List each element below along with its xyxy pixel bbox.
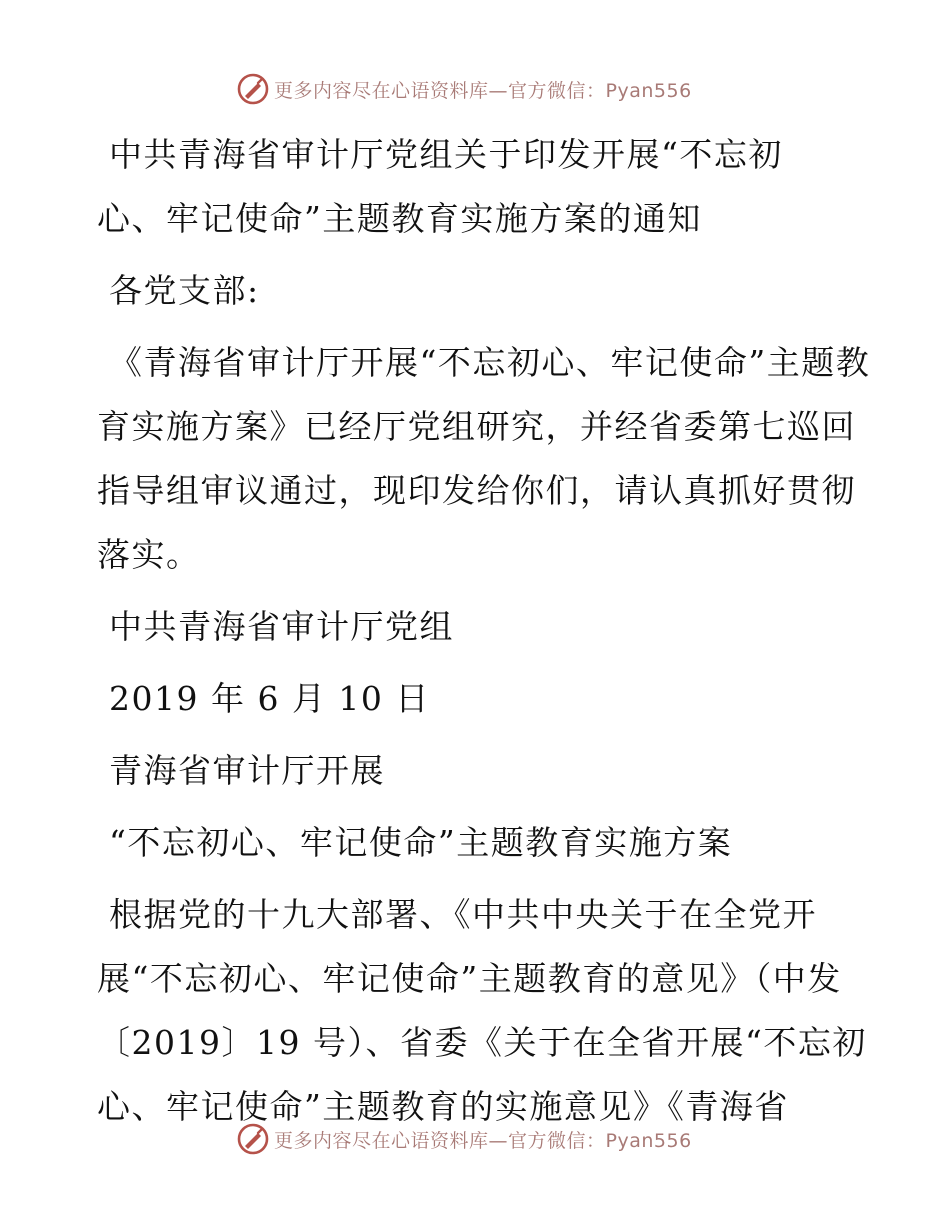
watermark-banner-bottom bbox=[236, 1122, 692, 1156]
pen-circle-icon bbox=[236, 1122, 270, 1156]
watermark-text: 更多内容尽在心语资料库—官方微信：Pyan556 bbox=[274, 79, 692, 102]
body-paragraph: 《青海省审计厅开展“不忘初心、牢记使命”主题教育实施方案》已经厅党组研究，并经省委第七巡回指导组审议通过，现印发给你们，请认真抓好贯彻落实。 bbox=[97, 343, 871, 574]
document-title bbox=[97, 123, 887, 251]
document-title-line-1: 中共青海省审计厅党组关于印发开展“不忘初 bbox=[109, 135, 783, 174]
plan-body-paragraph: 根据党的十九大部署、《中共中央关于在全党开展“不忘初心、牢记使命”主题教育的意见》（中发〔2019〕19 号）、省委《关于在全省开展“不忘初心、牢记使命”主题教育的实施意见》《青海省 bbox=[97, 895, 867, 1126]
pen-circle-icon bbox=[236, 72, 270, 106]
signature-org: 中共青海省审计厅党组 bbox=[109, 607, 454, 646]
document-body bbox=[97, 123, 887, 1147]
plan-title-line-2: “不忘初心、牢记使命”主题教育实施方案 bbox=[109, 823, 733, 862]
watermark-banner-top bbox=[236, 72, 692, 106]
plan-title-line-1: 青海省审计厅开展 bbox=[109, 751, 385, 790]
signature-date: 2019 年 6 月 10 日 bbox=[109, 679, 430, 718]
watermark-text: 更多内容尽在心语资料库—官方微信：Pyan556 bbox=[274, 1129, 692, 1152]
document-title-line-2: 心、牢记使命”主题教育实施方案的通知 bbox=[97, 199, 702, 238]
salutation: 各党支部: bbox=[109, 271, 260, 310]
